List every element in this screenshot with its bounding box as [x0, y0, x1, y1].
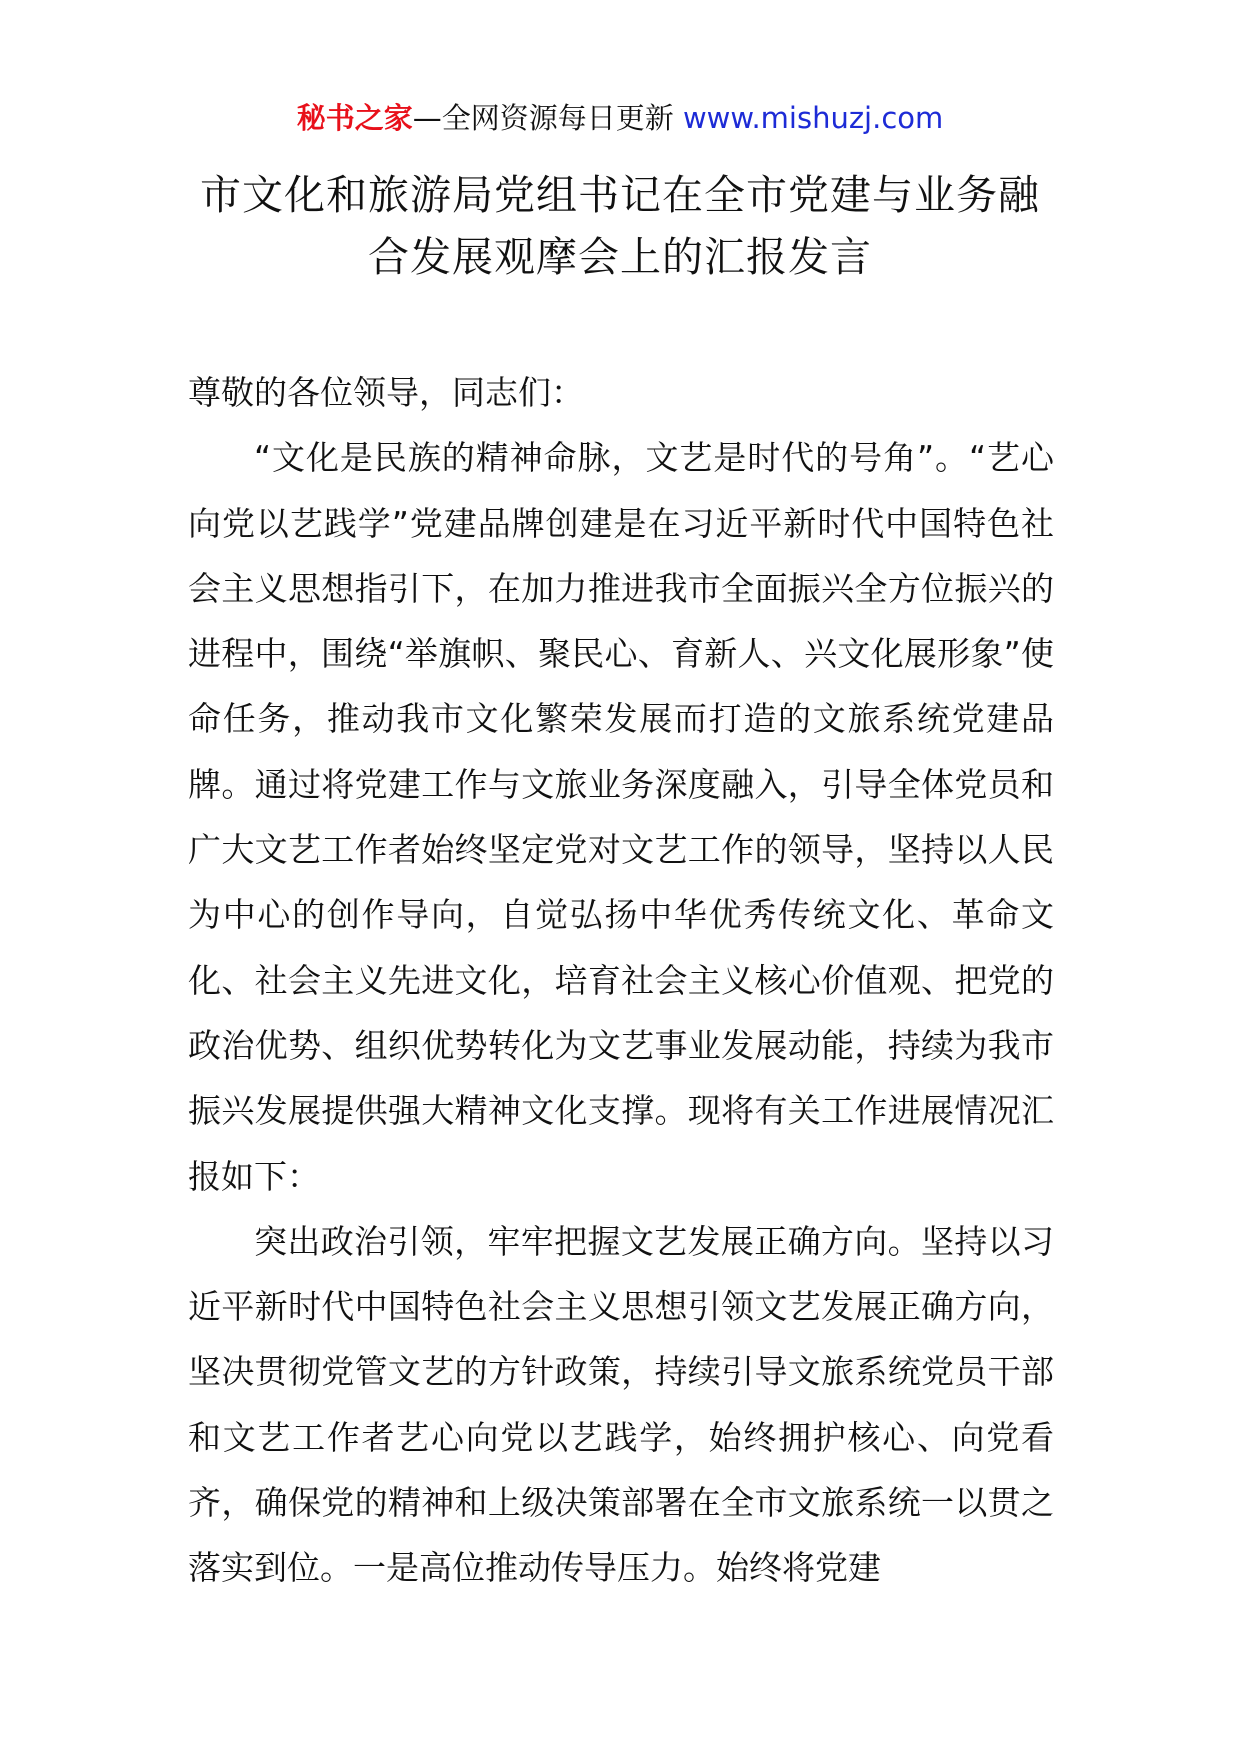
document-title-line-2: 合发展观摩会上的汇报发言 — [368, 233, 872, 281]
paragraph-political-guidance: 突出政治引领，牢牢把握文艺发展正确方向。坚持以习近平新时代中国特色社会主义思想引领文艺发展正确方向，坚决贯彻党管文艺的方针政策，持续引导文旅系统党员干部和文艺工作者艺心向党以艺践学，始终拥护核心、向党看齐，确保党的精神和上级决策部署在全市文旅系统一以贯之落实到位。一是高位推动传导压力。始终将党建 — [188, 1221, 1054, 1588]
site-header — [0, 98, 1240, 138]
paragraph-intro: “文化是民族的精神命脉，文艺是时代的号角”。“艺心向党以艺践学”党建品牌创建是在习近平新时代中国特色社会主义思想指引下，在加力推进我市全面振兴全方位振兴的进程中，围绕“举旗帜、聚民心、育新人、兴文化展形象”使命任务，推动我市文化繁荣发展而打造的文旅系统党建品牌。通过将党建工作与文旅业务深度融入，引导全体党员和广大文艺工作者始终坚定党对文艺工作的领导，坚持以人民为中心的创作导向，自觉弘扬中华优秀传统文化、革命文化、社会主义先进文化，培育社会主义核心价值观、把党的政治优势、组织优势转化为文艺事业发展动能，持续为我市振兴发展提供强大精神文化支撑。现将有关工作进展情况汇报如下： — [188, 438, 1054, 1196]
document-title-line-1: 市文化和旅游局党组书记在全市党建与业务融 — [200, 171, 1040, 219]
document-body — [188, 360, 1054, 1601]
document-title — [190, 164, 1050, 288]
site-url-link[interactable]: www.mishuzj.com — [682, 101, 944, 135]
site-brand: 秘书之家 — [296, 101, 413, 135]
salutation: 尊敬的各位领导，同志们： — [188, 373, 584, 412]
site-slogan: —全网资源每日更新 — [412, 101, 674, 135]
